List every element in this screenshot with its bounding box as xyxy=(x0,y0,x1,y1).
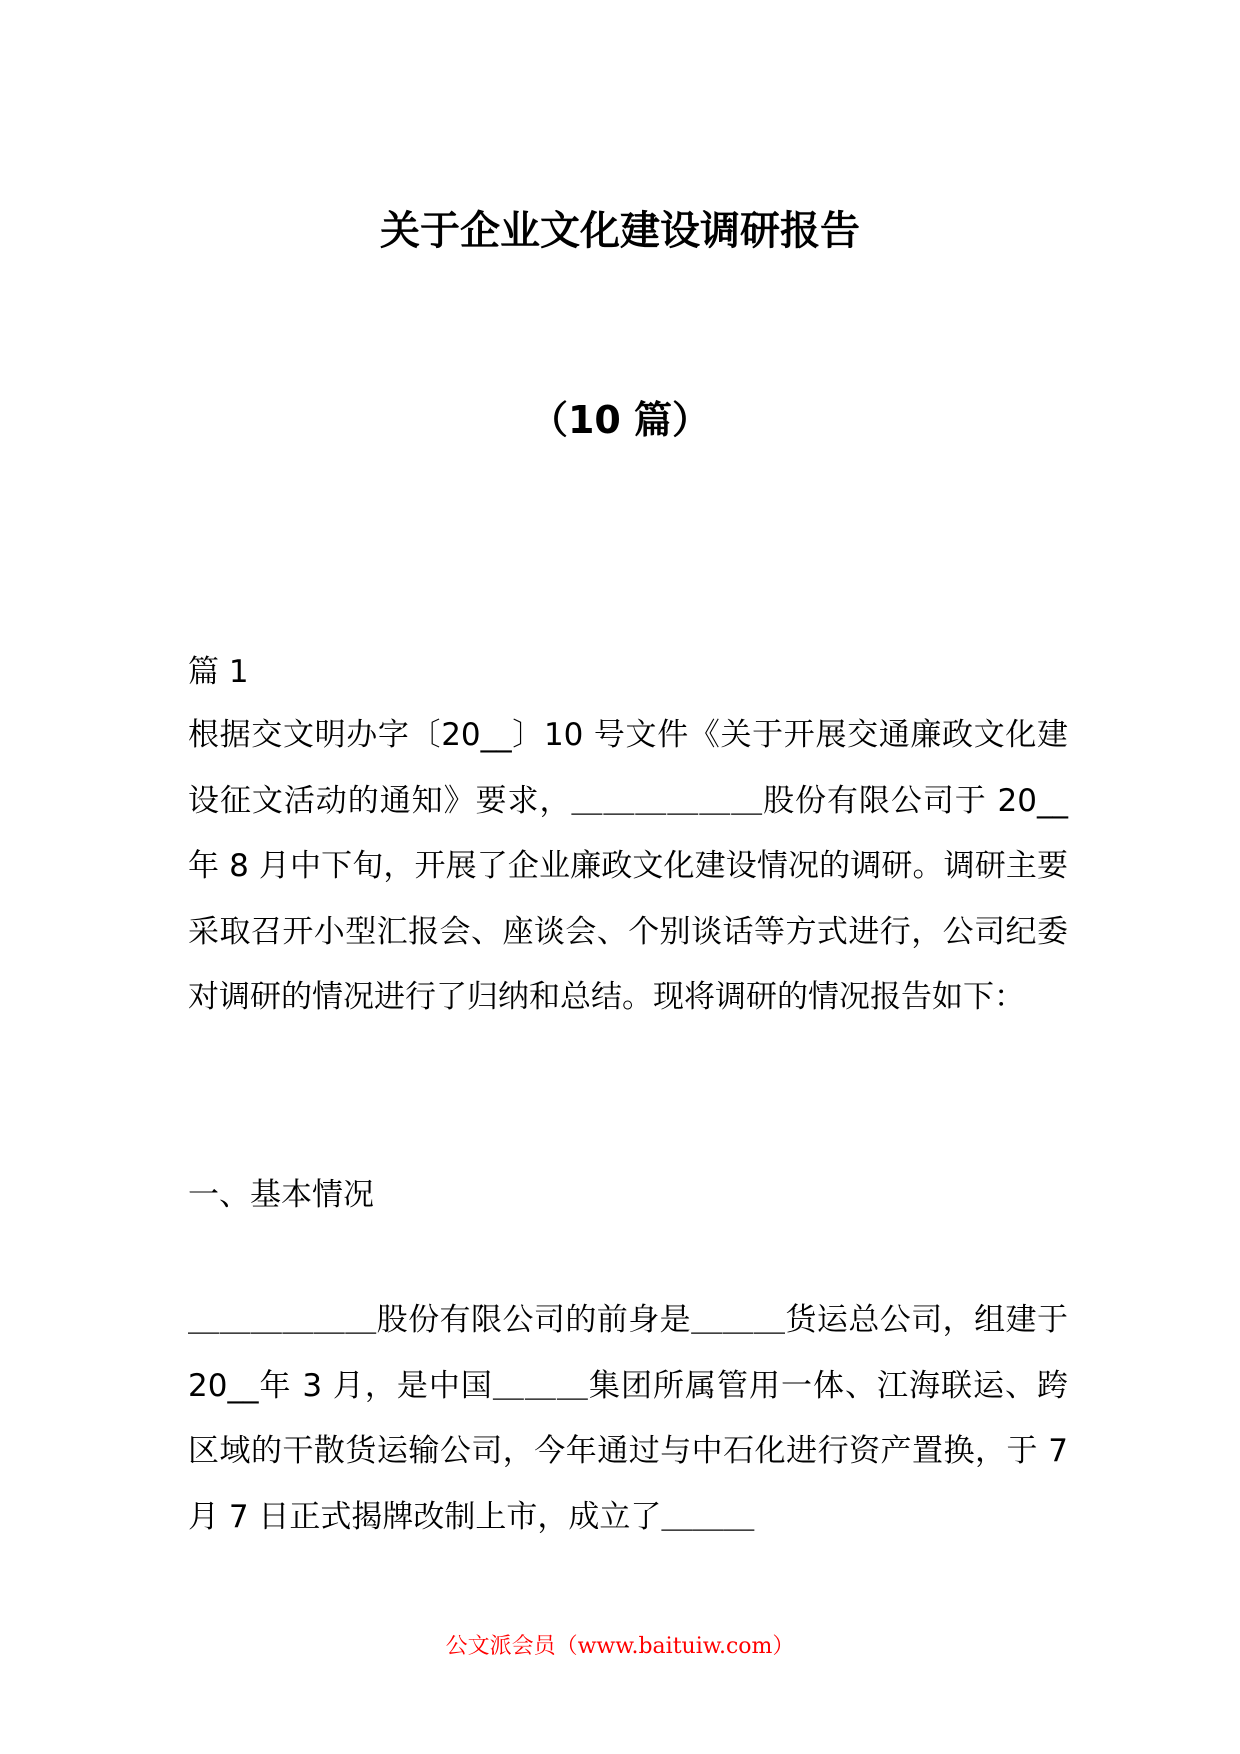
paragraph-company-background: ＿＿＿＿＿＿股份有限公司的前身是＿＿＿货运总公司，组建于 20__年 3 月，是中国＿＿＿集团所属管用一体、江海联运、跨区域的干散货运输公司，今年通过与中石化进行资产置换，于 7 月 7 日正式揭牌改制上市，成立了＿＿＿ xyxy=(188,1302,1068,1535)
paragraph-intro: 根据交文明办字〔20__〕10 号文件《关于开展交通廉政文化建设征文活动的通知》要求，＿＿＿＿＿＿股份有限公司于 20__年 8 月中下旬，开展了企业廉政文化建设情况的调研。调研主要采取召开小型汇报会、座谈会、个别谈话等方式进行，公司纪委对调研的情况进行了归纳和总结。现将调研的情况报告如下： xyxy=(188,717,1068,1015)
section-heading-basic-info: 一、基本情况 xyxy=(188,1177,374,1213)
footer-watermark: 公文派会员（www.baituiw.com） xyxy=(445,1634,795,1659)
document-subtitle: （10 篇） xyxy=(529,398,711,442)
section-label: 篇 1 xyxy=(188,654,249,690)
document-title: 关于企业文化建设调研报告 xyxy=(380,208,860,254)
